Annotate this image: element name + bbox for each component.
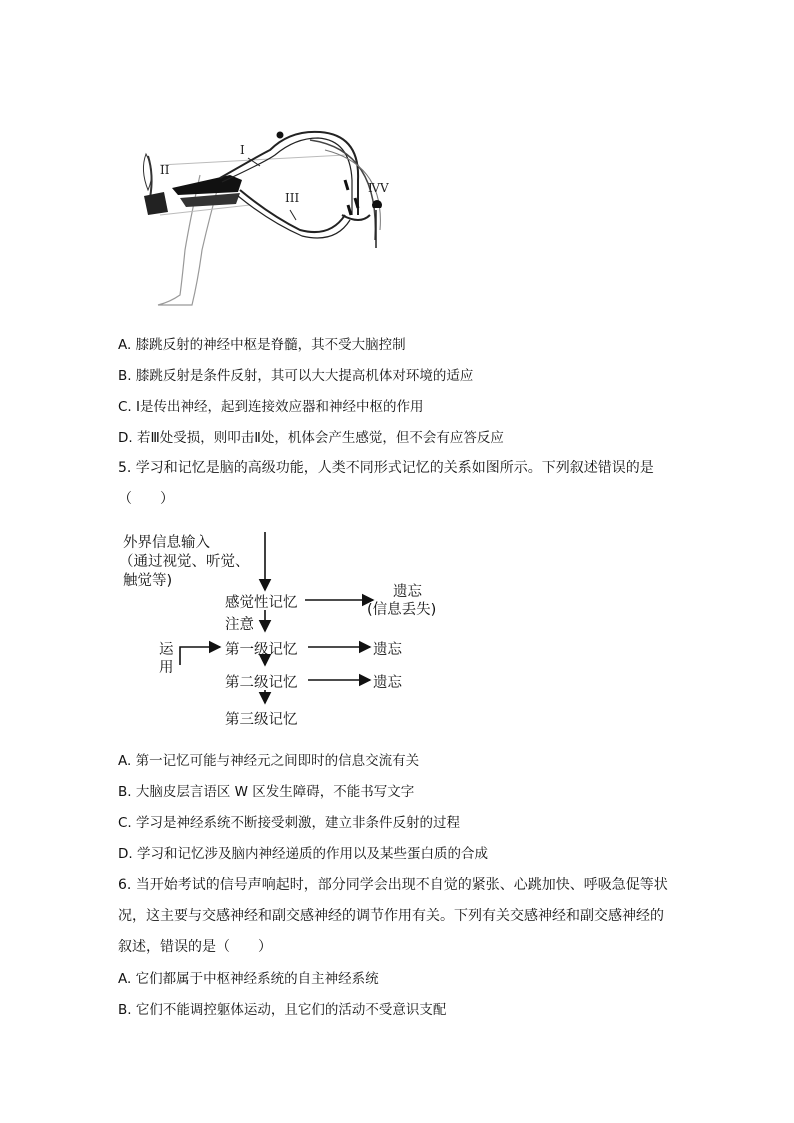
option-text: 第一记忆可能与神经元之间即时的信息交流有关	[135, 753, 420, 769]
forget3: 遗忘	[373, 675, 402, 691]
knee-reflex-drawing	[130, 120, 410, 315]
option-text: 若Ⅲ处受损，则叩击Ⅱ处，机体会产生感觉，但不会有应答反应	[136, 430, 504, 446]
option-text: 学习是神经系统不断接受刺激，建立非条件反射的过程	[136, 815, 461, 831]
option-letter: B.	[118, 1002, 132, 1018]
input-line2: （通过视觉、听觉、	[119, 554, 250, 570]
use-label-1: 运	[159, 642, 174, 658]
option-letter: D.	[118, 846, 133, 862]
option-text: 膝跳反射是条件反射，其可以大大提高机体对环境的适应	[135, 368, 474, 384]
option-text: 它们都属于中枢神经系统的自主神经系统	[135, 971, 379, 987]
q5-stem-line2: （ ）	[118, 491, 174, 507]
option-text: 它们不能调控躯体运动，且它们的活动不受意识支配	[135, 1002, 447, 1018]
q6-option-a	[118, 967, 379, 987]
option-letter: A.	[118, 337, 132, 353]
q6-option-b	[118, 998, 446, 1018]
q4-option-a	[118, 333, 406, 353]
q5-option-c	[118, 811, 460, 831]
second-level-memory: 第二级记忆	[225, 675, 298, 691]
forget1-line1: 遗忘	[393, 584, 422, 600]
option-text: Ⅰ是传出神经，起到连接效应器和神经中枢的作用	[136, 399, 424, 415]
label-II: II	[160, 163, 170, 177]
use-label-2: 用	[159, 660, 174, 676]
q5-option-a	[118, 749, 419, 769]
input-line3: 触觉等)	[123, 573, 173, 589]
third-level-memory: 第三级记忆	[225, 712, 298, 728]
forget1-line2: (信息丢失)	[367, 602, 437, 618]
q5-option-d	[118, 842, 488, 862]
option-letter: A.	[118, 971, 132, 987]
sensory-memory: 感觉性记忆	[225, 595, 298, 611]
option-letter: B.	[118, 368, 132, 384]
label-IV: ⅣV	[368, 181, 389, 195]
q4-option-c	[118, 395, 424, 415]
input-line1: 外界信息输入	[123, 535, 210, 551]
option-letter: C.	[118, 815, 132, 831]
option-letter: B.	[118, 784, 132, 800]
first-level-memory: 第一级记忆	[225, 642, 298, 658]
option-text: 膝跳反射的神经中枢是脊髓，其不受大脑控制	[135, 337, 406, 353]
option-text: 大脑皮层言语区 W 区发生障碍，不能书写文字	[135, 784, 415, 800]
memory-flow-figure	[115, 528, 465, 733]
option-letter: D.	[118, 430, 133, 446]
q6-stem-line2: 况，这主要与交感神经和副交感神经的调节作用有关。下列有关交感神经和副交感神经的	[118, 908, 664, 924]
knee-reflex-figure	[130, 120, 410, 315]
q5-stem-line1: 5. 学习和记忆是脑的高级功能，人类不同形式记忆的关系如图所示。下列叙述错误的是	[118, 460, 654, 476]
label-III: III	[285, 191, 300, 205]
q4-option-b	[118, 364, 473, 384]
q4-option-d	[118, 426, 504, 446]
attention-label: 注意	[225, 617, 254, 633]
q6-stem-line1: 6. 当开始考试的信号声响起时，部分同学会出现不自觉的紧张、心跳加快、呼吸急促等状	[118, 877, 668, 893]
option-text: 学习和记忆涉及脑内神经递质的作用以及某些蛋白质的合成	[136, 846, 488, 862]
q5-option-b	[118, 780, 414, 800]
option-letter: A.	[118, 753, 132, 769]
label-I: I	[240, 143, 245, 157]
forget2: 遗忘	[373, 642, 402, 658]
q6-stem-line3: 叙述，错误的是（ ）	[118, 939, 272, 955]
option-letter: C.	[118, 399, 132, 415]
